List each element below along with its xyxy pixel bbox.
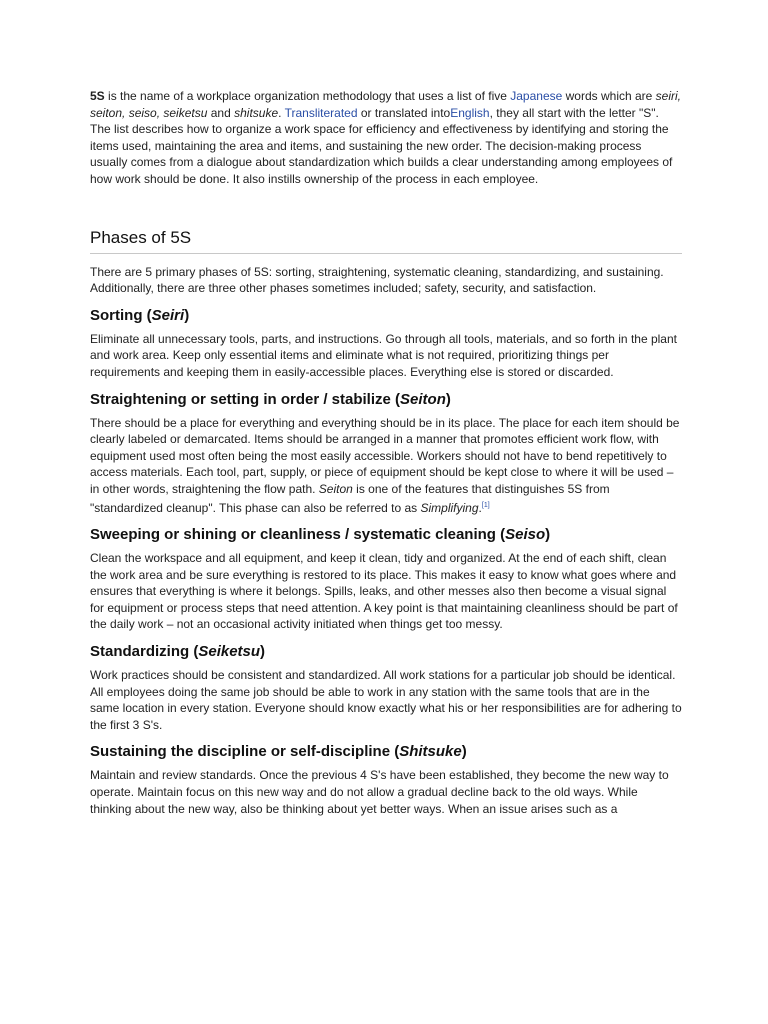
heading-text: Sorting ( <box>90 306 152 324</box>
heading-text: Sweeping or shining or cleanliness / systematic cleaning ( <box>90 526 506 544</box>
heading-text: ) <box>260 643 266 661</box>
intro-text: and <box>207 105 235 120</box>
intro-text: or translated into <box>357 105 451 120</box>
intro-text: , they all start with the letter "S". The list describes how to organize a work space for efficiency and effectiveness by identifying and storing the items used, maintaining the area and items, and sustaining the new order. The decision-making process usually comes from a dialogue about standardization which builds a clear understanding among employees of how work should be done. It also instills ownership of the process in each employee. <box>90 105 673 186</box>
standardizing-body: Work practices should be consistent and standardized. All work stations for a particular job should be identical. All employees doing the same job should be able to work in any station with the same tools that are in the same location in every station. Everyone should know exactly what his or her responsibilities are for adhering to the first 3 S's. <box>90 668 682 732</box>
heading-text: ) <box>445 390 451 408</box>
heading-sustaining <box>90 743 682 760</box>
heading-term: Seiton <box>400 390 446 408</box>
heading-text: ) <box>461 743 467 761</box>
heading-term: Seiketsu <box>198 643 261 661</box>
intro-text: is the name of a workplace organization methodology that uses a list of five <box>104 89 511 103</box>
heading-text: ) <box>184 306 190 324</box>
link-english[interactable]: English <box>450 105 490 120</box>
phases-intro: There are 5 primary phases of 5S: sorting, straightening, systematic cleaning, standardizing, and sustaining. Additionally, there are three other phases sometimes included; safety, security, and satisfaction. <box>90 264 664 296</box>
body-text: is one of the features that distinguishes 5S from "standardized cleanup". This phase can also be referred to as <box>90 481 610 515</box>
intro-text: words which are <box>562 89 656 103</box>
body-term: Seiton <box>318 481 353 496</box>
intro-word-last: shitsuke <box>234 105 279 120</box>
reference-link[interactable]: [1] <box>481 501 490 509</box>
section-heading-phases: Phases of 5S <box>90 228 682 254</box>
heading-standardizing <box>90 643 682 660</box>
link-transliterated[interactable]: Transliterated <box>284 105 358 120</box>
heading-text: ) <box>545 526 551 544</box>
straightening-body <box>90 415 682 517</box>
intro-text: . <box>278 105 285 120</box>
intro-paragraph <box>90 88 682 188</box>
heading-text: Standardizing ( <box>90 643 199 661</box>
link-japanese[interactable]: Japanese <box>510 89 563 103</box>
heading-term: Shitsuke <box>399 743 462 761</box>
heading-text: Sustaining the discipline or self-discipline ( <box>90 743 400 761</box>
heading-sweeping <box>90 526 682 543</box>
body-text: . <box>478 500 482 515</box>
heading-straightening <box>90 391 682 408</box>
heading-sorting <box>90 307 682 324</box>
sustaining-body: Maintain and review standards. Once the previous 4 S's have been established, they become the new way to operate. Maintain focus on this new way and do not allow a gradual decline back to the old ways. While thinking about the new way, also be thinking about yet better ways. When an issue arises such as a <box>90 768 669 816</box>
article-content <box>90 88 682 817</box>
sorting-body: Eliminate all unnecessary tools, parts, and instructions. Go through all tools, materials, and so forth in the plant and work area. Keep only essential items and eliminate what is not required, prioritizing things per requirements and keeping them in easily-accessible places. Everything else is stored or discarded. <box>90 331 677 379</box>
term-5s: 5S <box>90 89 105 103</box>
body-term: Simplifying <box>420 500 479 515</box>
body-text: There should be a place for everything and everything should be in its place. The place for each item should be clearly labeled or demarcated. Items should be arranged in a manner that promotes efficient work flow, with equipment used most often being the most easily accessible. Workers should not have to bend repetitively to access materials. Each tool, part, supply, or piece of equipment should be kept close to where it will be used – in other words, straightening the flow path. <box>90 415 680 496</box>
intro-words: seiri, seiton, seiso, seiketsu <box>90 89 682 120</box>
heading-term: Seiso <box>505 526 546 544</box>
heading-term: Seiri <box>151 306 185 324</box>
sweeping-body: Clean the workspace and all equipment, and keep it clean, tidy and organized. At the end of each shift, clean the work area and be sure everything is restored to its place. This makes it easy to know what goes where and ensures that everything is where it belongs. Spills, leaks, and other messes also then become a visual signal for equipment or process steps that need attention. A key point is that maintaining cleanliness should be part of the daily work – not an occasional activity initiated when things get too messy. <box>90 551 678 632</box>
heading-text: Straightening or setting in order / stabilize ( <box>90 390 401 408</box>
